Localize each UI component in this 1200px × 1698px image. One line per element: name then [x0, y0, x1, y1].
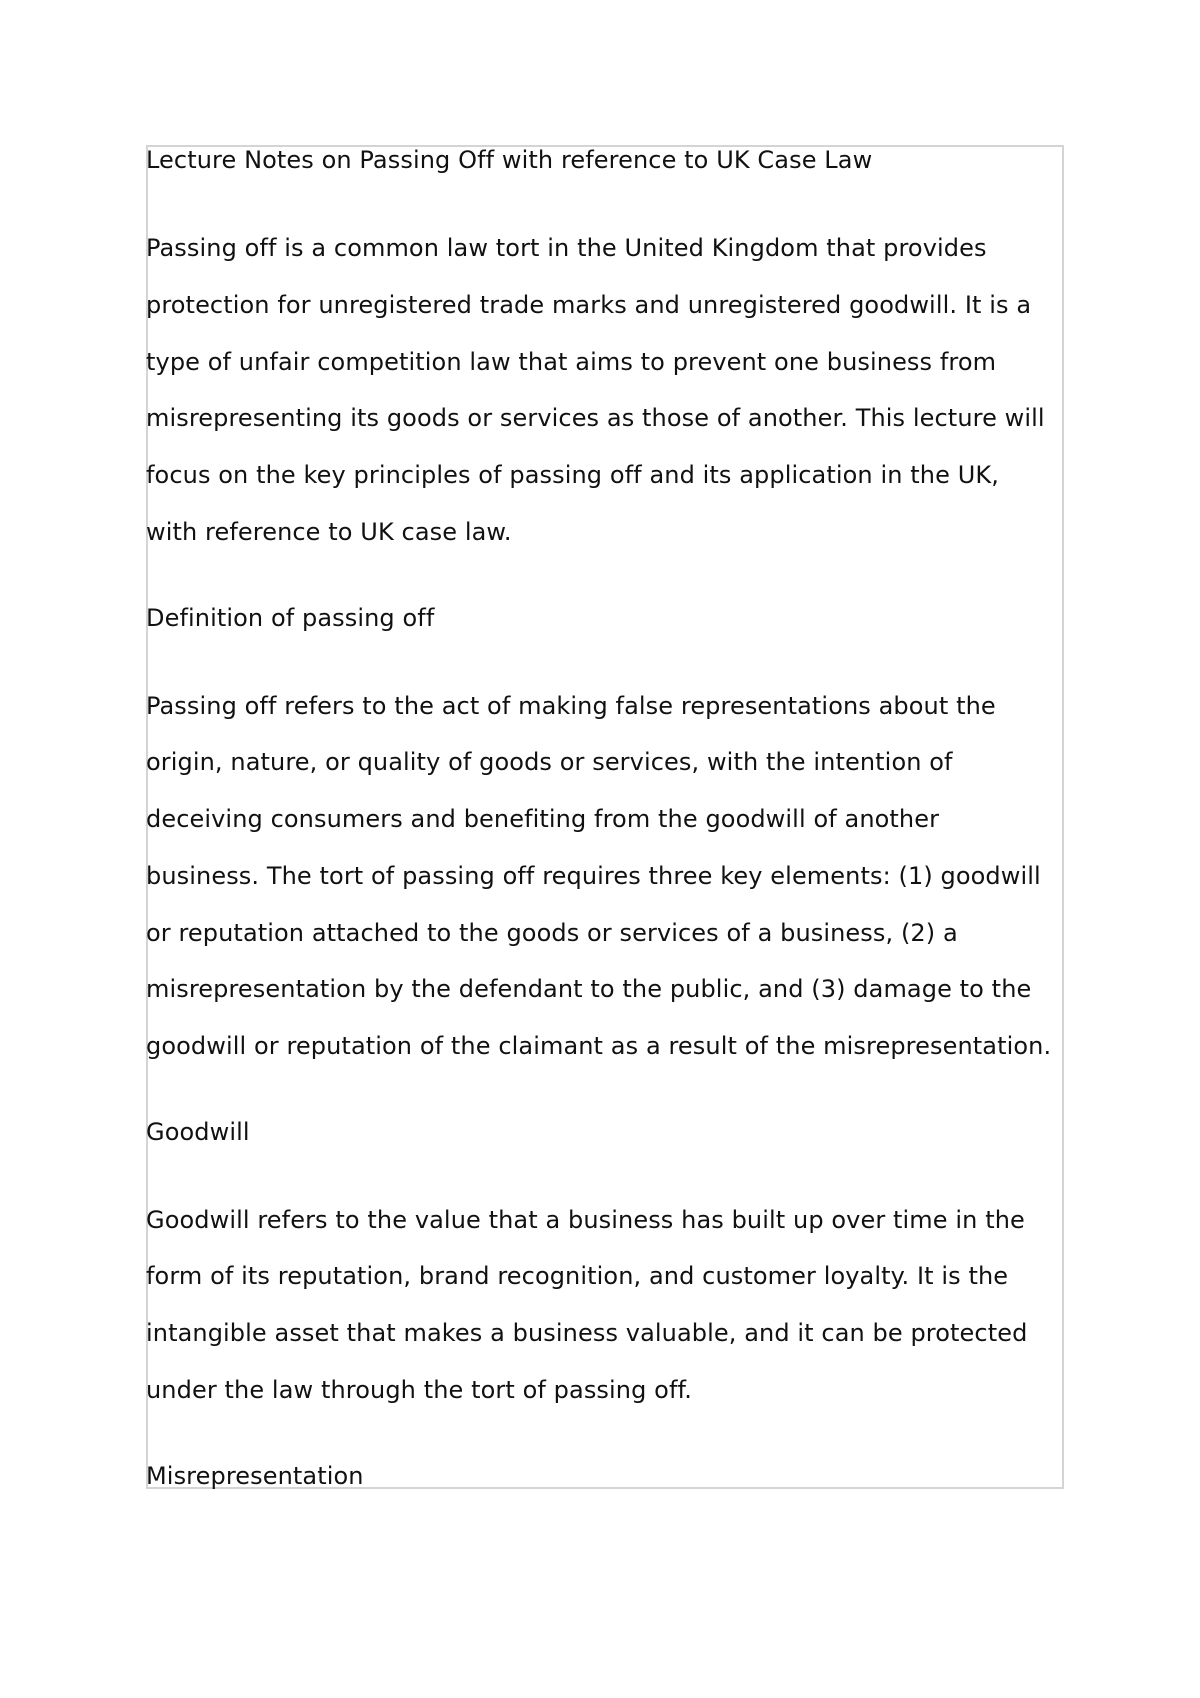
paragraph-line: Goodwill refers to the value that a business has built up over time in the — [146, 1206, 1025, 1234]
paragraph-line: type of unfair competition law that aims to prevent one business from — [146, 348, 997, 376]
paragraph-line: origin, nature, or quality of goods or services, with the intention of — [146, 748, 953, 776]
paragraph-line: form of its reputation, brand recognition, and customer loyalty. It is the — [146, 1262, 1009, 1290]
paragraph-line: misrepresentation by the defendant to the public, and (3) damage to the — [146, 975, 1032, 1003]
paragraph-line: under the law through the tort of passing off. — [146, 1376, 693, 1404]
paragraph-line: deceiving consumers and benefiting from the goodwill of another — [146, 805, 940, 833]
paragraph-line: Passing off is a common law tort in the United Kingdom that provides — [146, 234, 987, 262]
paragraph-line: Passing off refers to the act of making false representations about the — [146, 692, 996, 720]
document-title: Lecture Notes on Passing Off with reference to UK Case Law — [146, 146, 873, 174]
section-heading-definition: Definition of passing off — [146, 604, 435, 632]
paragraph-line: business. The tort of passing off requires three key elements: (1) goodwill — [146, 862, 1041, 890]
paragraph-line: or reputation attached to the goods or services of a business, (2) a — [146, 919, 958, 947]
paragraph-line: intangible asset that makes a business valuable, and it can be protected — [146, 1319, 1028, 1347]
section-heading-goodwill: Goodwill — [146, 1118, 250, 1146]
paragraph-line: focus on the key principles of passing off and its application in the UK, — [146, 461, 999, 489]
paragraph-line: misrepresenting its goods or services as those of another. This lecture will — [146, 404, 1045, 432]
paragraph-line: protection for unregistered trade marks and unregistered goodwill. It is a — [146, 291, 1032, 319]
paragraph-line: with reference to UK case law. — [146, 518, 512, 546]
paragraph-line: goodwill or reputation of the claimant as a result of the misrepresentation. — [146, 1032, 1052, 1060]
section-heading-misrepresentation: Misrepresentation — [146, 1462, 364, 1490]
